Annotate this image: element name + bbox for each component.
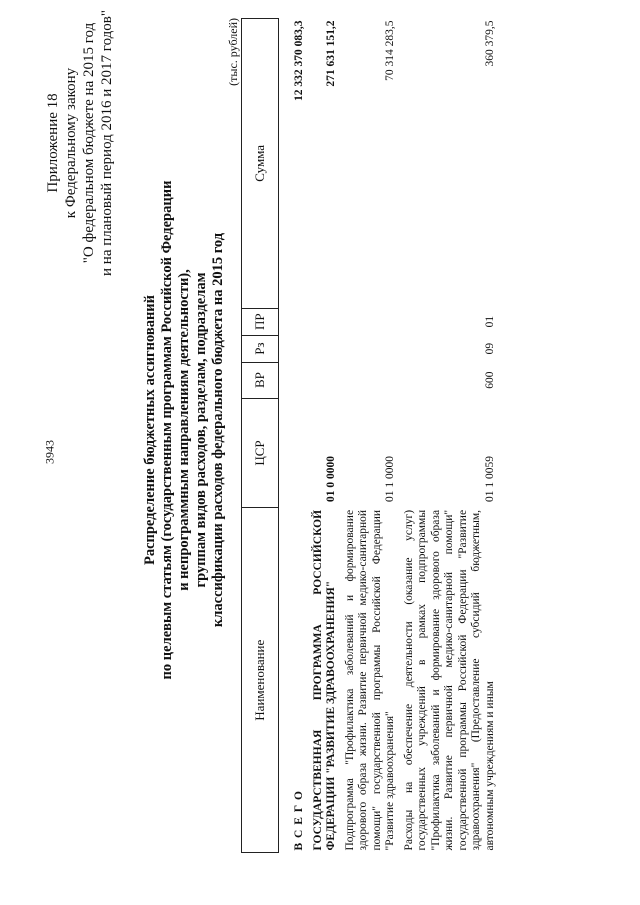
row-vr bbox=[279, 362, 309, 398]
rotated-page bbox=[40, 0, 640, 860]
header-sum: Сумма bbox=[242, 19, 279, 309]
header-rz: Рз bbox=[242, 335, 279, 362]
budget-table bbox=[241, 18, 499, 853]
row-name: В С Е Г О bbox=[293, 790, 305, 851]
row-vr: 600 bbox=[483, 371, 496, 389]
page-number: 3943 bbox=[42, 440, 57, 464]
row-name: Расходы на обеспечение деятельности (оказание услуг) государственных учреждений в рамках подпрограммы "Профилактика заболеваний и формирование здорового образа жизни. Развитие первичной медико-санитарной помощи" государственной программы Российской Федерации "Развитие здравоохранения" (Предоставление субсидий бюджетным, автономным учреждениям и иным bbox=[402, 509, 496, 851]
unit-label: (тыс. рублей) bbox=[226, 18, 240, 86]
row-vr bbox=[309, 362, 341, 398]
table-header-row bbox=[242, 19, 279, 853]
title-line: Распределение бюджетных ассигнований bbox=[142, 294, 158, 566]
header-name: Наименование bbox=[242, 508, 279, 853]
table-row bbox=[341, 19, 400, 853]
row-rz bbox=[309, 335, 341, 362]
row-sum: 70 314 283,5 bbox=[384, 20, 396, 81]
header-pr: ПР bbox=[242, 308, 279, 335]
row-rz: 09 bbox=[483, 342, 496, 355]
table-row bbox=[400, 19, 500, 853]
title-line: группам видов расходов, разделам, подразделам bbox=[193, 272, 209, 588]
row-name: Подпрограмма "Профилактика заболеваний и формирование здорового образа жизни. Развитие первичной медико-санитарной помощи" государственной программы Российской Федерации "Развитие здравоохранения" bbox=[343, 509, 396, 851]
row-vr bbox=[341, 362, 400, 398]
row-pr bbox=[309, 308, 341, 335]
appendix-line: "О федеральном бюджете на 2015 год bbox=[81, 22, 97, 264]
row-pr bbox=[341, 308, 400, 335]
title-line: по целевым статьям (государственным программам Российской Федерации bbox=[159, 180, 175, 680]
appendix-line: Приложение 18 bbox=[45, 93, 61, 193]
header-vr: ВР bbox=[242, 362, 279, 398]
row-sum: 271 631 151,2 bbox=[325, 20, 337, 87]
row-name: ГОСУДАРСТВЕННАЯ ПРОГРАММА РОССИЙСКОЙ ФЕДЕРАЦИИ "РАЗВИТИЕ ЗДРАВООХРАНЕНИЯ" bbox=[311, 509, 337, 851]
table-row bbox=[279, 19, 309, 853]
row-pr: 01 bbox=[483, 315, 496, 328]
row-sum: 360 379,5 bbox=[483, 20, 496, 67]
row-csr bbox=[279, 398, 309, 508]
appendix-header bbox=[44, 10, 116, 276]
header-csr: ЦСР bbox=[242, 398, 279, 508]
row-sum: 12 332 370 083,3 bbox=[293, 20, 305, 101]
row-pr bbox=[279, 308, 309, 335]
row-csr: 01 0 0000 bbox=[325, 455, 337, 502]
row-rz bbox=[279, 335, 309, 362]
row-csr: 01 1 0059 bbox=[483, 455, 496, 502]
title-line: классификации расходов федерального бюджета на 2015 год bbox=[210, 232, 226, 628]
row-csr: 01 1 0000 bbox=[384, 455, 396, 502]
title-line: и непрограммным направлениям деятельности), bbox=[176, 269, 192, 591]
document-title bbox=[142, 60, 227, 800]
appendix-line: и на плановый период 2016 и 2017 годов" bbox=[99, 10, 115, 276]
row-rz bbox=[341, 335, 400, 362]
appendix-line: к Федеральному закону bbox=[63, 67, 79, 219]
table-row bbox=[309, 19, 341, 853]
